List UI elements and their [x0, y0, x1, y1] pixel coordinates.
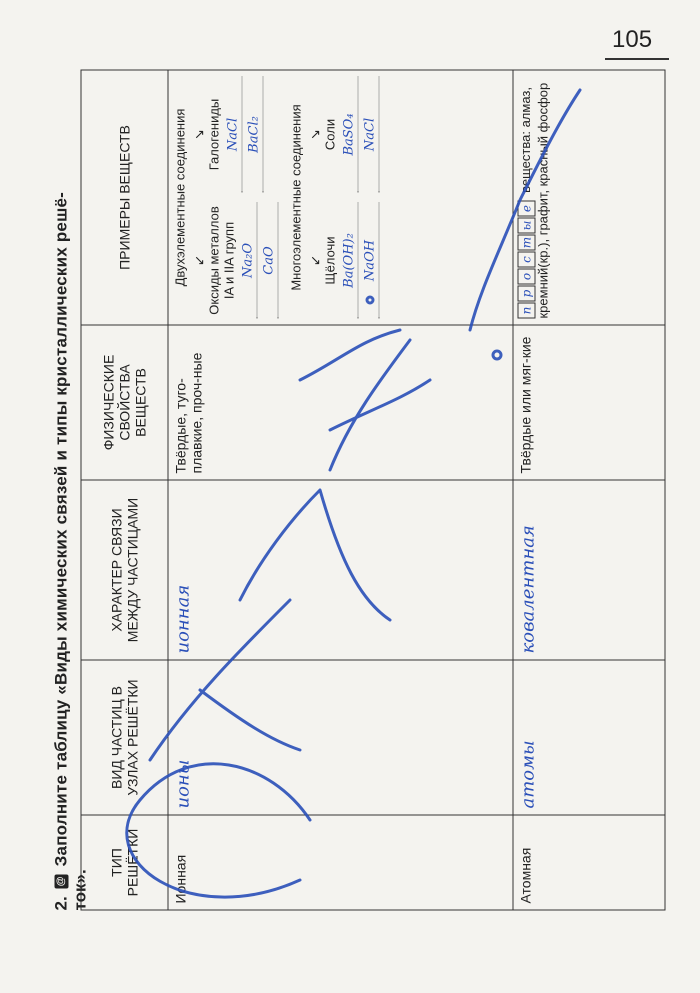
task-text-continued: ток».: [70, 868, 89, 910]
cell-examples: [513, 70, 665, 325]
handwritten-answer: ионная: [172, 584, 193, 653]
handwritten-answer: ионы: [172, 759, 193, 808]
atomic-examples-text: вещества: алмаз, кремний(кр.), графит, красный фосфор: [517, 82, 550, 318]
answer-line: NaOH: [362, 202, 379, 318]
arrow-down-right-icon: ↘: [191, 128, 206, 140]
examples-block: [172, 76, 379, 318]
alkali-label: Щёлочи: [322, 235, 337, 285]
cell-bond-answer: [168, 480, 513, 660]
page-number-rule: [605, 58, 669, 60]
examples-block: [517, 76, 550, 318]
halides-label: Галогениды: [206, 98, 221, 170]
cell-examples: [168, 70, 513, 325]
examples-column: [307, 76, 379, 192]
arrow-down-left-icon: ↙: [191, 254, 206, 266]
oxides-label: Оксиды металлов IA и IIA групп: [206, 205, 236, 315]
letter-box: р: [517, 285, 535, 301]
salts-label: Соли: [322, 118, 337, 150]
crystal-lattice-table: [80, 69, 665, 910]
examples-column: [307, 202, 379, 318]
group-title: Многоэлементные соединения: [288, 103, 303, 291]
header-particles: ВИД ЧАСТИЦ В УЗЛАХ РЕШЁТКИ: [81, 660, 168, 815]
letter-box: о: [517, 268, 535, 284]
cell-properties: Твёрдые или мяг-кие: [513, 325, 665, 480]
online-task-icon: @: [54, 874, 68, 888]
answer-line: NaCl: [225, 76, 242, 192]
letter-box: п: [517, 302, 535, 318]
table-row-ionic: [168, 70, 513, 910]
cell-particles-answer: [168, 660, 513, 815]
table-row-atomic: [513, 70, 665, 910]
arrow-down-left-icon: ↙: [307, 254, 322, 266]
answer-line: NaCl: [362, 76, 379, 192]
header-bond-type: ХАРАКТЕР СВЯЗИ МЕЖДУ ЧАСТИЦАМИ: [81, 480, 168, 660]
examples-column: [191, 202, 278, 318]
answer-line: BaSO₄: [341, 76, 358, 192]
answer-line: Na₂O: [240, 202, 257, 318]
answer-line: Ba(OH)₂: [341, 202, 358, 318]
header-examples: ПРИМЕРЫ ВЕЩЕСТВ: [81, 70, 168, 325]
cell-lattice-type: Атомная: [513, 815, 665, 910]
task-heading: [48, 70, 74, 910]
table-header-row: [81, 70, 168, 910]
examples-pair: [307, 76, 379, 318]
handwritten-answer: атомы: [517, 739, 538, 808]
header-lattice-type: ТИП РЕШЁТКИ: [81, 815, 168, 910]
cell-bond-answer: [513, 480, 665, 660]
task-text: Заполните таблицу «Виды химических связей и типы кристаллических решё-: [51, 191, 70, 866]
group-title: Двухэлементные соединения: [172, 108, 187, 286]
cell-lattice-type: Ионная: [168, 815, 513, 910]
arrow-down-right-icon: ↘: [307, 128, 322, 140]
examples-column: [191, 76, 278, 192]
cell-properties: Твёрдые, туго-плавкие, проч-ные: [168, 325, 513, 480]
letter-box: ы: [517, 217, 535, 233]
answer-line: CaO: [261, 202, 278, 318]
letter-boxes: [517, 200, 535, 318]
letter-box: т: [517, 234, 535, 250]
letter-box: с: [517, 251, 535, 267]
letter-box: е: [517, 200, 535, 216]
examples-pair: [191, 76, 278, 318]
cell-particles-answer: [513, 660, 665, 815]
header-physical-properties: ФИЗИЧЕСКИЕ СВОЙСТВА ВЕЩЕСТВ: [81, 325, 168, 480]
page-number: 105: [612, 26, 653, 53]
rotated-worksheet: [51, 70, 665, 910]
handwritten-answer: ковалентная: [517, 524, 538, 653]
answer-line: BaCl₂: [246, 76, 263, 192]
task-number: 2.: [51, 895, 70, 910]
